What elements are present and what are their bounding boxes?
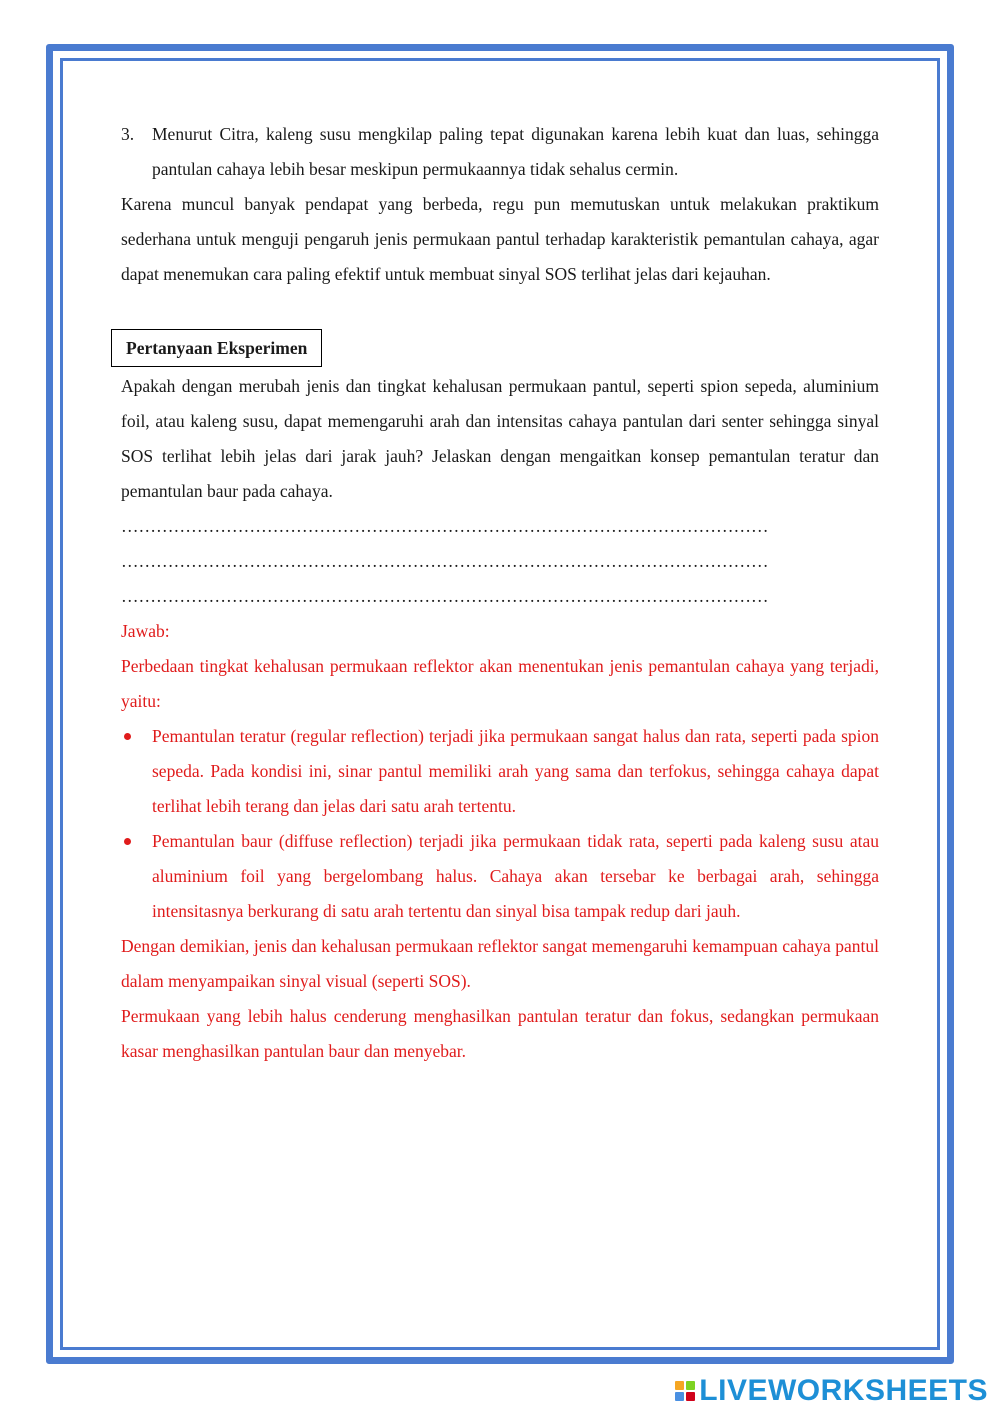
liveworksheets-brand[interactable] <box>675 1374 988 1408</box>
answer-label: Jawab: <box>121 621 170 641</box>
list-number: 3. <box>121 124 135 144</box>
bullet-icon <box>124 838 131 845</box>
liveworksheets-logo-icon <box>675 1381 695 1401</box>
list-item-3 <box>121 117 879 187</box>
section-title: Pertanyaan Eksperimen <box>126 338 308 358</box>
answer-intro: Perbedaan tingkat kehalusan permukaan reflektor akan menentukan jenis pemantulan cahaya yang terjadi, yaitu: <box>121 656 879 711</box>
bullet-text: Pemantulan baur (diffuse reflection) terjadi jika permukaan tidak rata, seperti pada kaleng susu atau aluminium foil yang bergelombang halus. Cahaya akan tersebar ke berbagai arah, sehingga intensitasnya berkurang di satu arah tertentu dan sinyal bisa tampak redup dari jauh. <box>152 831 879 921</box>
answer-line[interactable]: ………………………………………………………………………………………………… <box>121 586 769 606</box>
question-paragraph: Apakah dengan merubah jenis dan tingkat kehalusan permukaan pantul, seperti spion sepeda, aluminium foil, atau kaleng susu, dapat memengaruhi arah dan intensitas cahaya pantulan dari senter sehingga sinyal SOS terlihat lebih jelas dari jarak jauh? Jelaskan dengan mengaitkan konsep pemantulan teratur dan pemantulan baur pada cahaya. <box>121 376 879 501</box>
brand-text: LIVEWORKSHEETS <box>699 1374 988 1407</box>
answer-conclusion-1: Dengan demikian, jenis dan kehalusan permukaan reflektor sangat memengaruhi kemampuan cahaya pantul dalam menyampaikan sinyal visual (seperti SOS). <box>121 936 879 991</box>
bullet-icon <box>124 733 131 740</box>
bullet-item-regular-reflection <box>121 719 879 824</box>
intro-paragraph: Karena muncul banyak pendapat yang berbeda, regu pun memutuskan untuk melakukan praktikum sederhana untuk menguji pengaruh jenis permukaan pantul terhadap karakteristik pemantulan cahaya, agar dapat menemukan cara paling efektif untuk membuat sinyal SOS terlihat jelas dari kejauhan. <box>121 194 879 284</box>
section-title-box <box>111 329 322 367</box>
bullet-text: Pemantulan teratur (regular reflection) terjadi jika permukaan sangat halus dan rata, seperti pada spion sepeda. Pada kondisi ini, sinar pantul memiliki arah yang sama dan terfokus, sehingga cahaya dapat terlihat lebih terang dan jelas dari satu arah tertentu. <box>152 726 879 816</box>
answer-line[interactable]: ………………………………………………………………………………………………… <box>121 551 769 571</box>
answer-conclusion-2: Permukaan yang lebih halus cenderung menghasilkan pantulan teratur dan fokus, sedangkan permukaan kasar menghasilkan pantulan baur dan menyebar. <box>121 1006 879 1061</box>
list-item-text: Menurut Citra, kaleng susu mengkilap paling tepat digunakan karena lebih kuat dan luas, sehingga pantulan cahaya lebih besar meskipun permukaannya tidak sehalus cermin. <box>152 124 879 179</box>
bullet-item-diffuse-reflection <box>121 824 879 929</box>
answer-line[interactable]: ………………………………………………………………………………………………… <box>121 516 769 536</box>
worksheet-content <box>121 117 879 1069</box>
